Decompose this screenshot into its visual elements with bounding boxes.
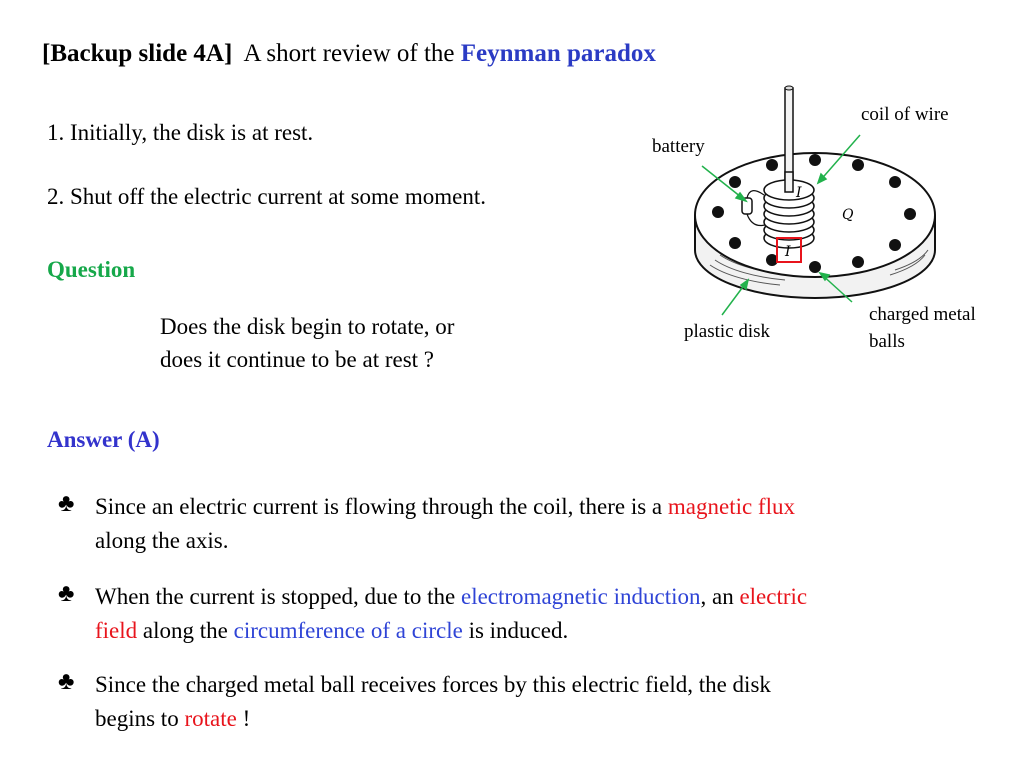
bullet2-electric: electric <box>739 584 808 609</box>
title-highlight: Feynman paradox <box>460 40 656 67</box>
bullet2-text-c: , an <box>700 584 740 609</box>
label-plastic-disk: plastic disk <box>684 321 771 342</box>
bullet2-field: field <box>95 618 138 643</box>
label-coil-of-wire: coil of wire <box>861 104 949 125</box>
ball <box>889 176 901 188</box>
disk-top <box>695 153 935 277</box>
bullet1-line-2: along the axis. <box>95 528 229 553</box>
club-bullet-icon: ♣ <box>58 490 75 517</box>
bullet3-rotate: rotate <box>184 706 237 731</box>
question-line-1: Does the disk begin to rotate, or <box>160 314 455 339</box>
question-heading: Question <box>47 257 136 282</box>
answer-heading: Answer (A) <box>47 427 160 452</box>
bullet2-em-induction: electromagnetic induction <box>460 584 701 609</box>
step-2: 2. Shut off the electric current at some moment. <box>47 184 486 209</box>
bullet2-text-a: When the current is stopped, due to the <box>95 584 461 609</box>
ball <box>852 256 864 268</box>
label-balls: balls <box>869 331 905 352</box>
ball <box>809 261 821 273</box>
bullet3-line-1: Since the charged metal ball receives forces by this electric field, the disk <box>95 672 771 697</box>
answer-bullet-1 <box>95 490 795 558</box>
ball <box>852 159 864 171</box>
bullet2-text-b: along the <box>137 618 234 643</box>
bullet2-text-d: is induced. <box>462 618 569 643</box>
feynman-disk-diagram <box>640 80 1000 320</box>
current-label-boxed: I <box>785 244 791 260</box>
axis-rod-upper <box>785 172 793 192</box>
ball <box>904 208 916 220</box>
charge-label: Q <box>842 207 854 223</box>
rod-top <box>785 86 793 90</box>
title-text: A short review of the <box>243 40 455 67</box>
ball <box>712 206 724 218</box>
club-bullet-icon: ♣ <box>58 668 75 695</box>
label-battery: battery <box>652 136 705 157</box>
bullet1-text: Since an electric current is flowing through the coil, there is a <box>95 494 668 519</box>
ball <box>729 237 741 249</box>
current-label: I <box>796 185 802 201</box>
club-bullet-icon: ♣ <box>58 580 75 607</box>
answer-bullet-2 <box>95 580 807 648</box>
slide-title <box>42 40 656 68</box>
ball <box>889 239 901 251</box>
ball <box>766 159 778 171</box>
bullet3-text-c: ! <box>236 706 251 731</box>
label-charged-metal: charged metal <box>869 304 976 325</box>
step-1: 1. Initially, the disk is at rest. <box>47 120 314 145</box>
answer-bullet-3 <box>95 668 771 736</box>
bullet1-magnetic-flux: magnetic flux <box>667 494 795 519</box>
ball <box>729 176 741 188</box>
title-bracket: [Backup slide 4A] <box>42 40 233 67</box>
bullet2-circumference: circumference of a circle <box>233 618 463 643</box>
ball <box>809 154 821 166</box>
bullet3-text-a: begins to <box>95 706 185 731</box>
question-line-2: does it continue to be at rest ? <box>160 347 435 372</box>
